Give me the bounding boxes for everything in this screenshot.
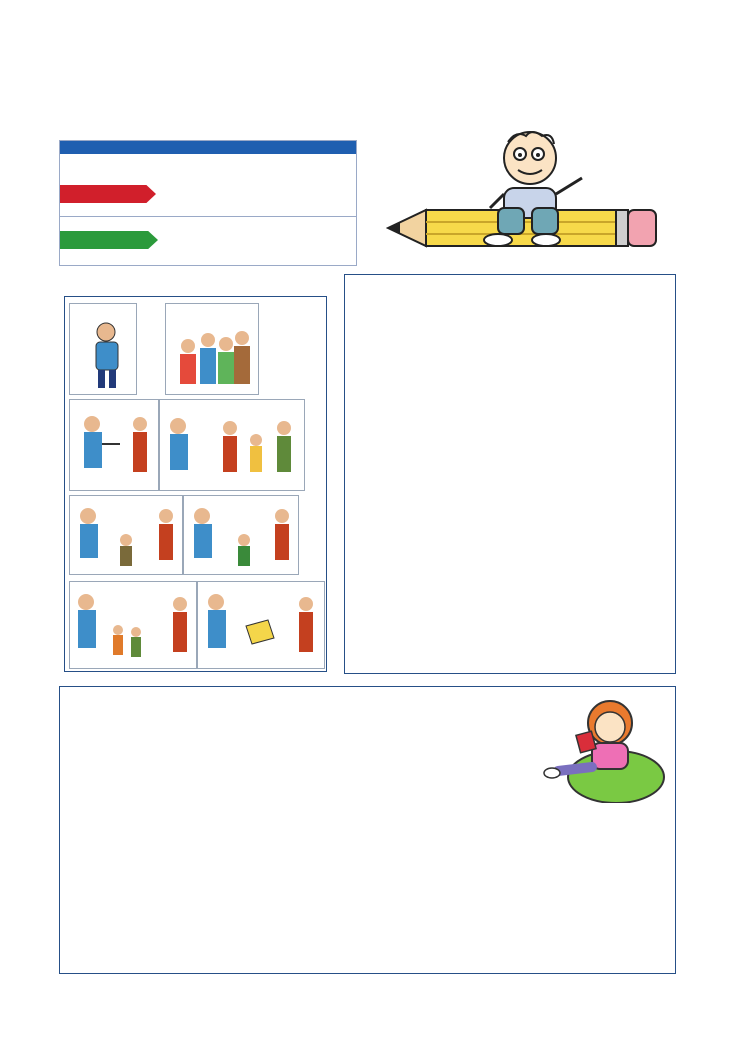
pronoun-pictures-panel: [64, 296, 327, 672]
pointing-at-children-icon: [70, 582, 196, 668]
person-figure-icon: [70, 304, 136, 394]
pointing-at-book-icon: [198, 582, 324, 668]
picture-you-2: [159, 399, 305, 491]
picture-you-1: [69, 399, 159, 491]
picture-i: [69, 303, 137, 395]
exercise-object-pronouns: [59, 686, 676, 974]
picture-they: [69, 581, 197, 669]
pronoun-table: [59, 140, 357, 266]
exercise-personal-pronoun: [344, 274, 676, 674]
picture-it: [197, 581, 325, 669]
pointing-group-icon: [160, 400, 304, 490]
subjects-label: [60, 185, 156, 203]
pointing-figures-icon: [70, 400, 158, 490]
pointing-at-boy-icon: [184, 496, 298, 574]
group-figure-icon: [166, 304, 258, 394]
picture-we: [165, 303, 259, 395]
table-divider: [60, 216, 356, 217]
boy-on-pencil-illustration: [386, 128, 661, 253]
picture-he: [183, 495, 299, 575]
pronoun-table-header: [60, 141, 356, 154]
picture-she: [69, 495, 183, 575]
pointing-at-girl-icon: [70, 496, 182, 574]
objects-label: [60, 231, 158, 249]
girl-reading-illustration: [538, 693, 668, 803]
